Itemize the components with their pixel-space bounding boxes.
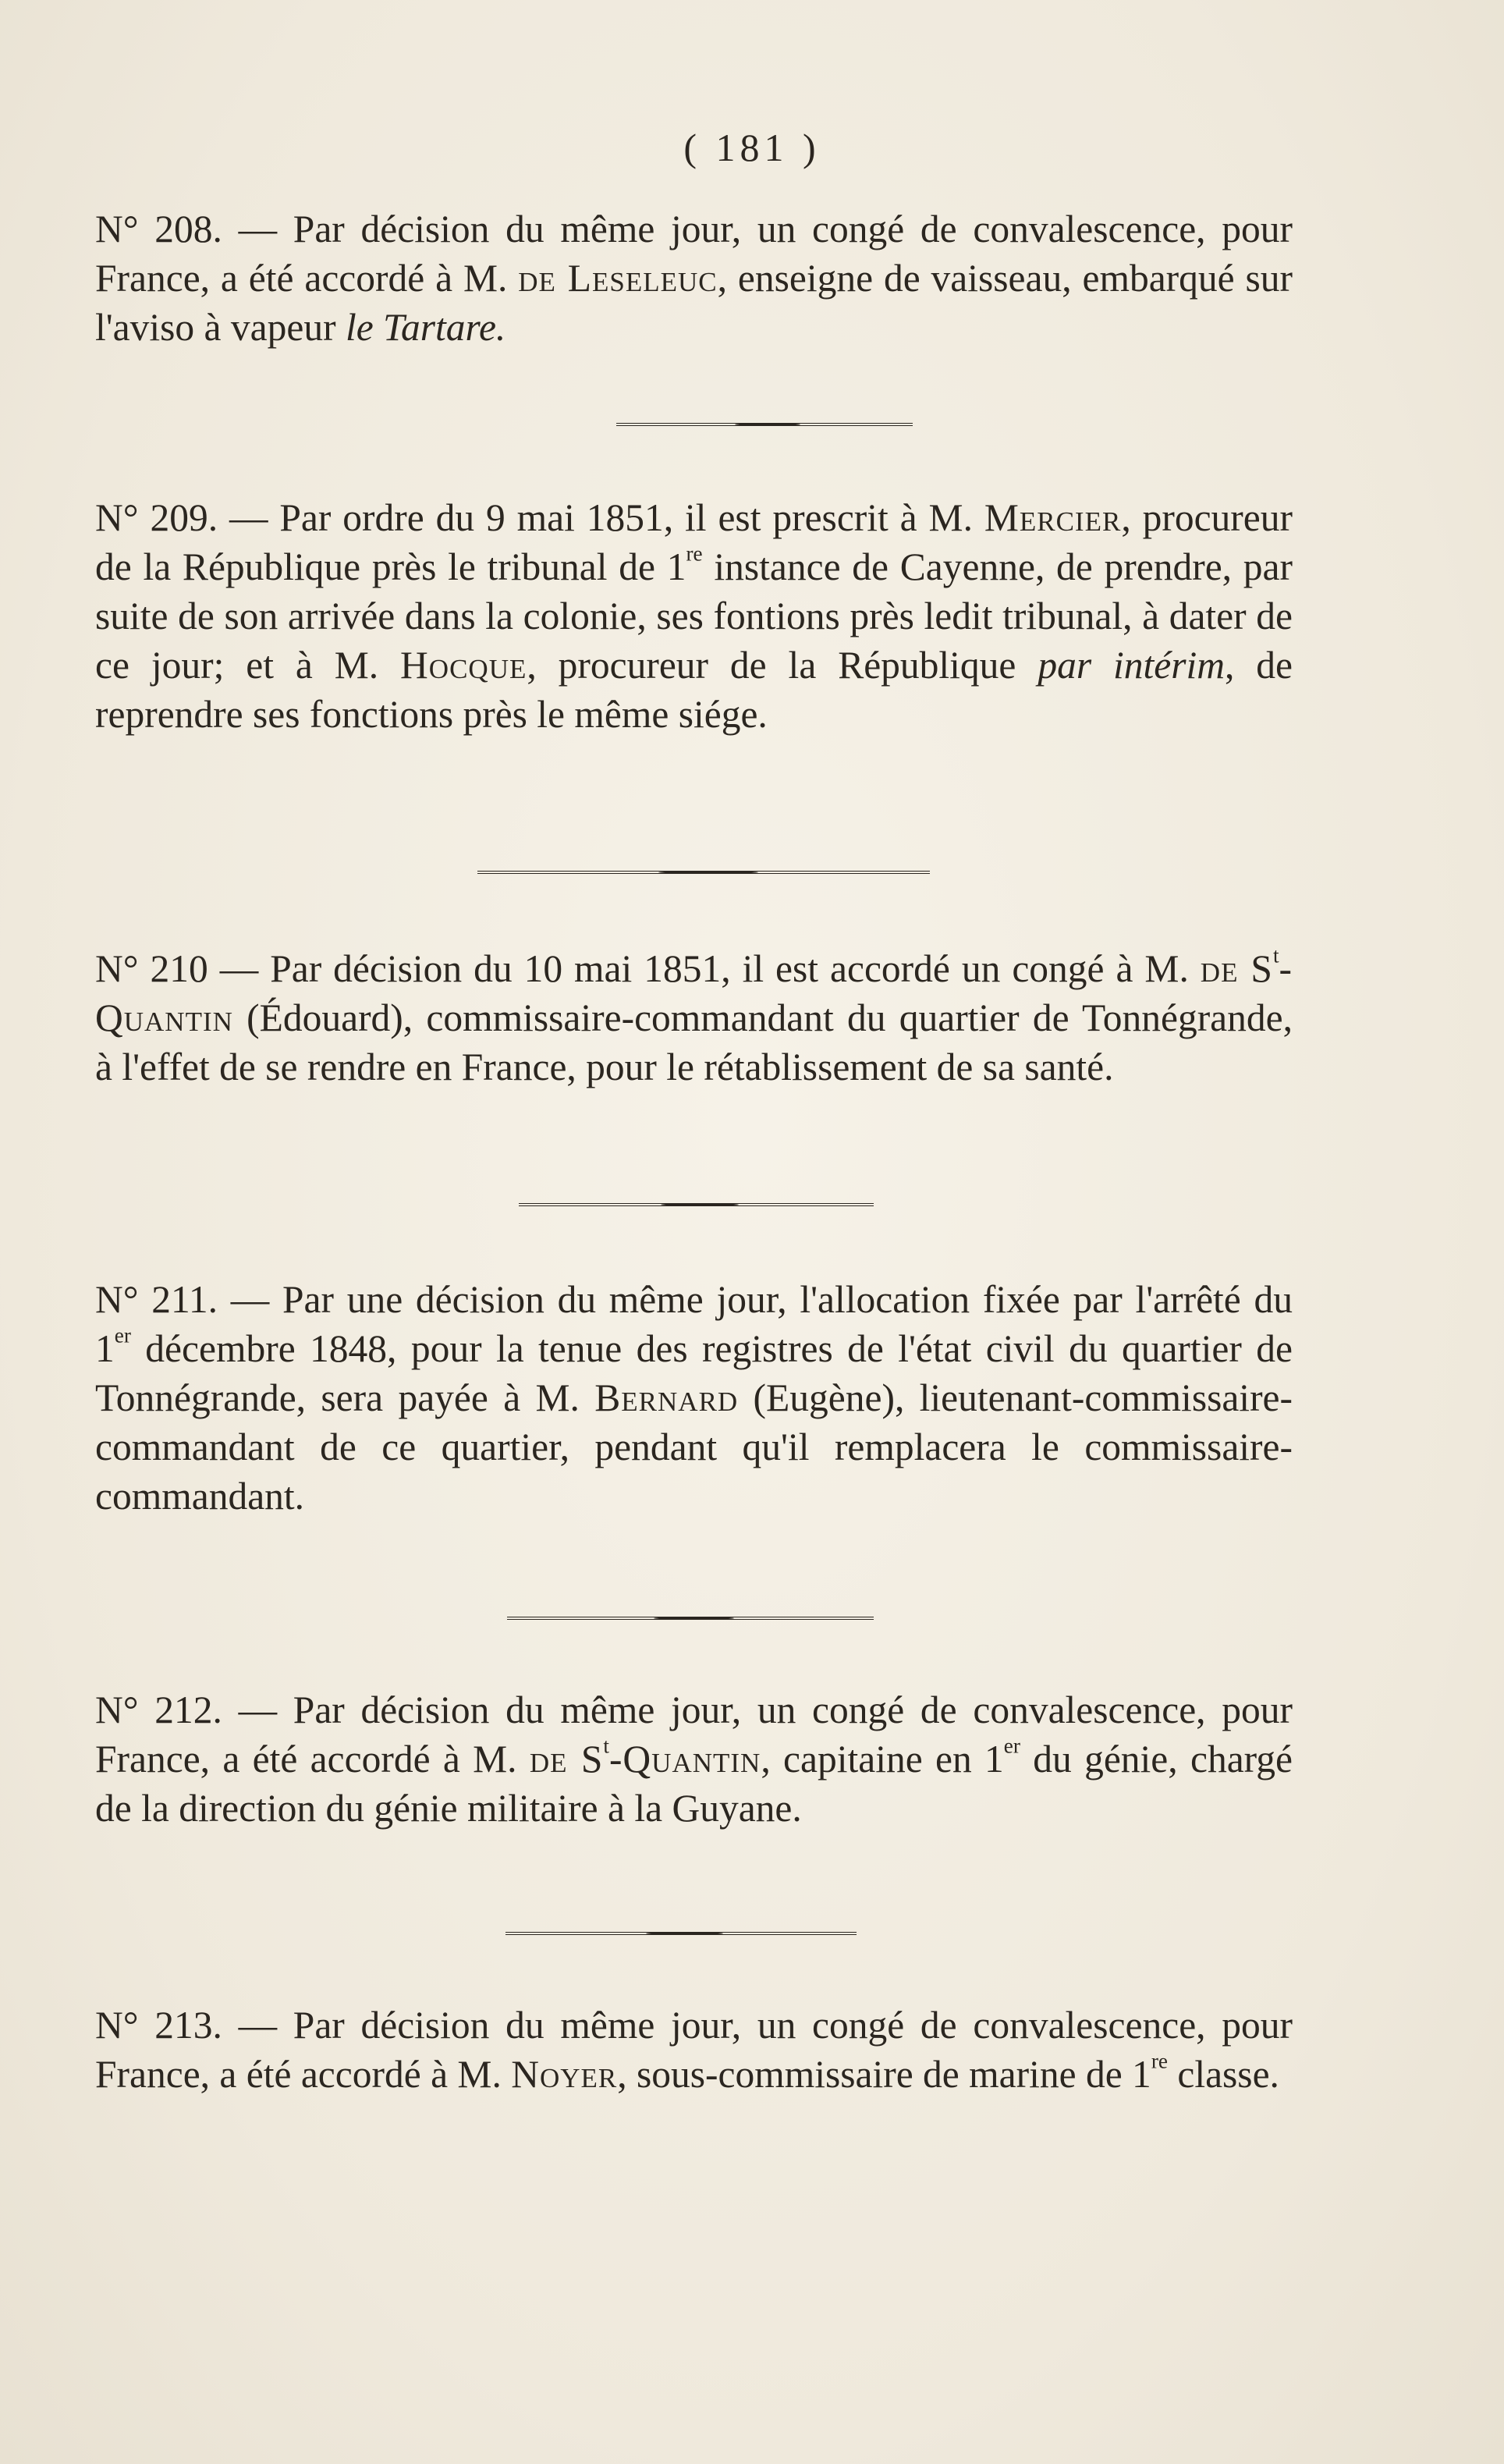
entry-number: N° 208.: [95, 208, 222, 250]
entry-210: N° 210 — Par décision du 10 mai 1851, il est accordé un congé à M. de $S^t$-Quantin (Édouard), commissaire-commandant du quartier de Tonnégrande, à l'effet de se rendre en France, pour le rétablissement de sa santé.: [95, 943, 1293, 1088]
entry-211: N° 211. — Par une décision du même jour, l'allocation fixée par l'arrêté du 1er décembre 1848, pour la tenue des registres de l'état civil du quartier de Tonnégrande, sera payée à M. Bernard (Eugène), lieutenant-commissaire-commandant de ce quartier, pendant qu'il remplacera le commissaire-commandant.: [95, 1278, 1293, 1518]
person-name: de S: [1200, 947, 1273, 990]
entry-number: N° 209.: [95, 496, 218, 539]
entry-number: N° 210: [95, 947, 208, 990]
entry-213: N° 213. — Par décision du même jour, un congé de convalescence, pour France, a été accordé à M. Noyer, sous-commissaire de marine de 1re classe.: [95, 2004, 1293, 2096]
separator-rule: [616, 421, 913, 428]
person-name: de Leseleuc: [518, 257, 718, 300]
person-name: Mercier: [984, 496, 1122, 539]
separator-rule: [507, 1615, 874, 1621]
person-name: de S: [529, 1738, 604, 1781]
entry-209: N° 209. — Par ordre du 9 mai 1851, il est prescrit à M. Mercier, procureur de la République près le tribunal de 1re instance de Cayenne, de prendre, par suite de son arrivée dans la colonie, ses fontions près ledit tribunal, à dater de ce jour; et à M. Hocque, procureur de la République par intérim, de reprendre ses fonctions près le même siége.: [95, 496, 1293, 736]
entry-208: N° 208. — Par décision du même jour, un congé de convalescence, pour France, a été accordé à M. de Leseleuc, enseigne de vaisseau, embarqué sur l'aviso à vapeur le Tartare.: [95, 208, 1293, 349]
separator-rule: [519, 1202, 874, 1208]
ship-name: le Tartare.: [345, 306, 506, 349]
entry-212: N° 212. — Par décision du même jour, un congé de convalescence, pour France, a été accordé à M. de $S^t$-Quantin, capitaine en 1er du génie, chargé de la direction du génie militaire à la Guyane.: [95, 1688, 1293, 1830]
person-name: Bernard: [594, 1376, 739, 1419]
person-name: Noyer: [511, 2053, 618, 2096]
separator-rule: [477, 869, 930, 875]
person-name: Hocque: [400, 644, 527, 687]
separator-rule: [505, 1930, 857, 1937]
entry-number: N° 213.: [95, 2004, 222, 2047]
entry-number: N° 211.: [95, 1278, 218, 1321]
entry-number: N° 212.: [95, 1688, 222, 1731]
page-number-header: ( 181 ): [683, 126, 821, 169]
